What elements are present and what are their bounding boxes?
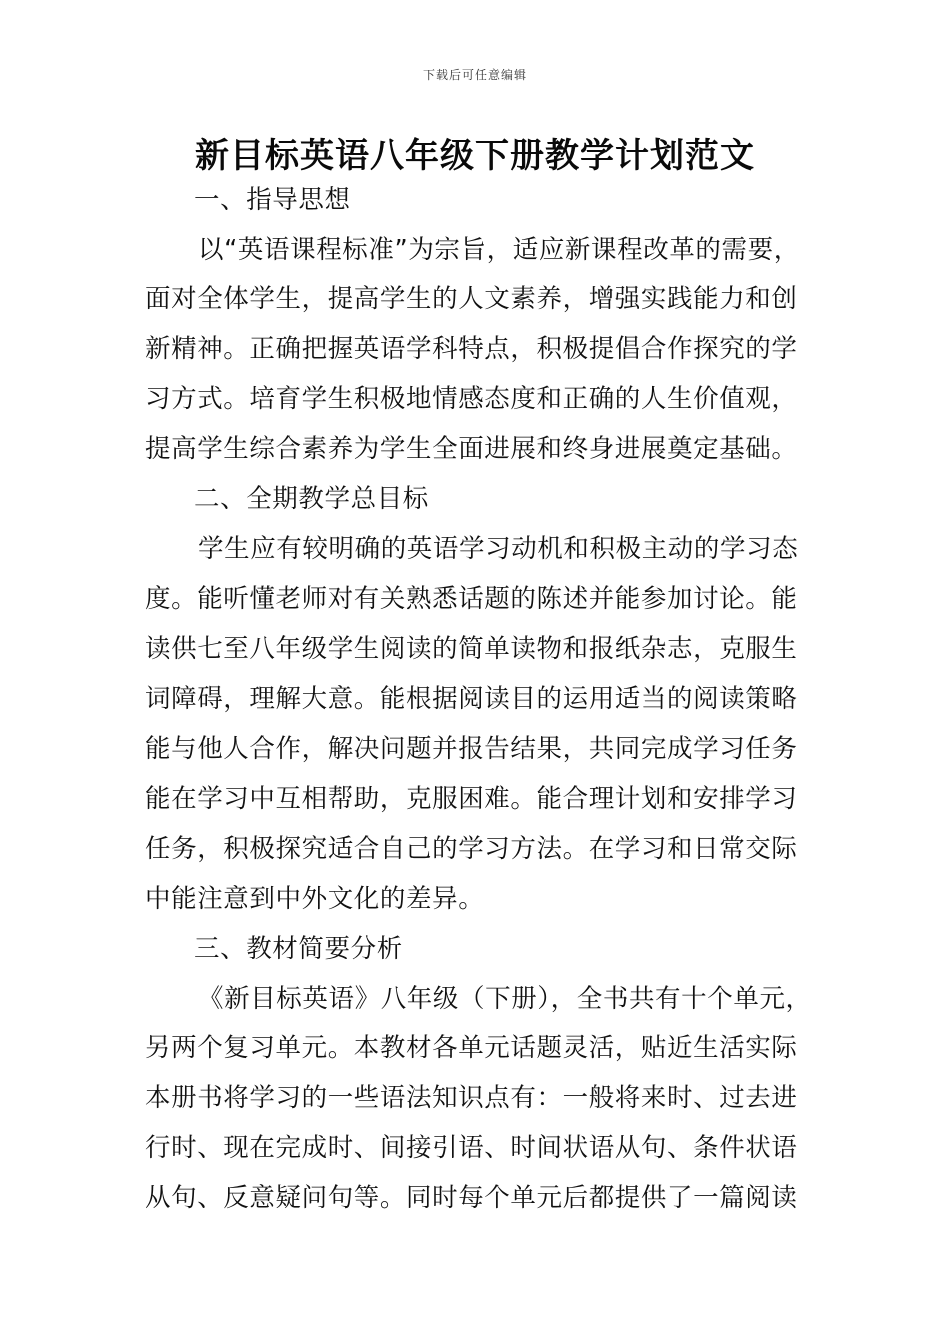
paragraph-line: 词障碍，理解大意。能根据阅读目的运用适当的阅读策略 [145, 684, 798, 714]
paragraph-line: 读供七至八年级学生阅读的简单读物和报纸杂志，克服生 [145, 634, 798, 664]
paragraph-line: 提高学生综合素养为学生全面进展和终身进展奠定基础。 [145, 434, 798, 464]
paragraph-line: 面对全体学生，提高学生的人文素养，增强实践能力和创 [145, 284, 798, 314]
paragraph-line: 中能注意到中外文化的差异。 [145, 884, 485, 914]
paragraph-line: 任务，积极探究适合自己的学习方法。在学习和日常交际 [145, 834, 798, 864]
section-heading-2: 二、全期教学总目标 [194, 484, 429, 514]
section-heading-1: 一、指导思想 [194, 185, 351, 215]
header-note: 下载后可任意编辑 [422, 68, 527, 82]
paragraph-line: 能与他人合作，解决问题并报告结果，共同完成学习任务 [145, 734, 798, 764]
paragraph-line: 《新目标英语》八年级（下册），全书共有十个单元， [198, 984, 812, 1014]
section-heading-3: 三、教材简要分析 [194, 934, 403, 964]
paragraph-line: 新精神。正确把握英语学科特点，积极提倡合作探究的学 [145, 334, 798, 364]
paragraph-line: 度。能听懂老师对有关熟悉话题的陈述并能参加讨论。能 [145, 584, 798, 614]
paragraph-line: 从句、反意疑问句等。同时每个单元后都提供了一篇阅读 [145, 1183, 798, 1213]
paragraph-line: 学生应有较明确的英语学习动机和积极主动的学习态 [198, 534, 799, 564]
paragraph-line: 行时、现在完成时、间接引语、时间状语从句、条件状语 [145, 1133, 798, 1163]
paragraph-line: 习方式。培育学生积极地情感态度和正确的人生价值观， [145, 384, 798, 414]
paragraph-line: 另两个复习单元。本教材各单元话题灵活，贴近生活实际 [145, 1033, 798, 1063]
document-title: 新目标英语八年级下册教学计划范文 [195, 136, 755, 176]
paragraph-line: 以“英语课程标准”为宗旨，适应新课程改革的需要， [198, 235, 800, 265]
paragraph-line: 能在学习中互相帮助，克服困难。能合理计划和安排学习 [145, 784, 798, 814]
paragraph-line: 本册书将学习的一些语法知识点有：一般将来时、过去进 [145, 1083, 798, 1113]
